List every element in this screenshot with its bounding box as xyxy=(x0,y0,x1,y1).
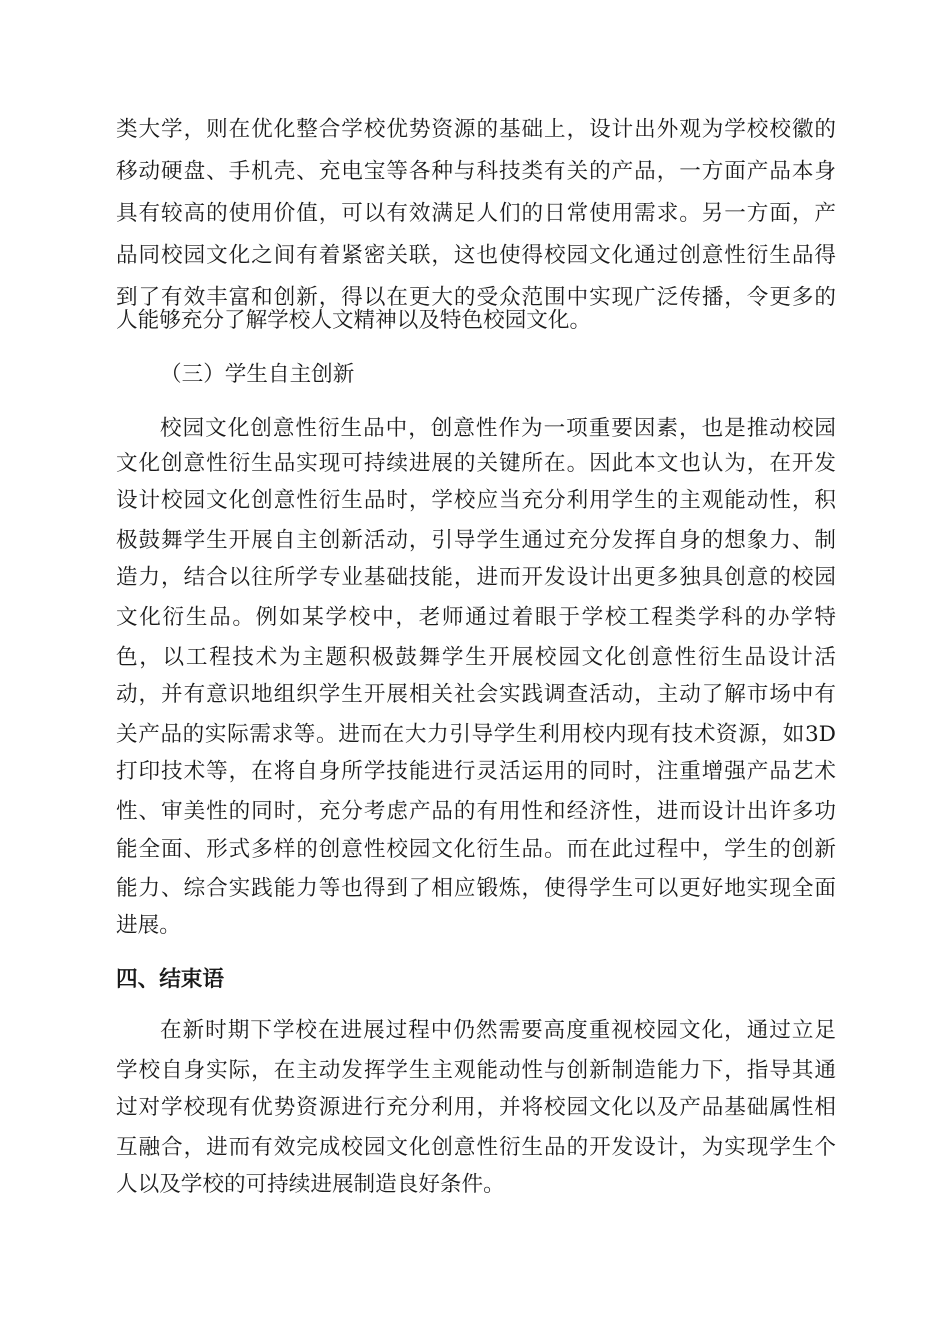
paragraph-line: 进展。 xyxy=(116,913,181,938)
section-heading: 四、结束语 xyxy=(116,967,224,992)
section-subheading: （三）学生自主创新 xyxy=(160,362,355,387)
paragraph-line: 性、审美性的同时，充分考虑产品的有用性和经济性，进而设计出许多功 xyxy=(116,799,836,824)
paragraph-line: 文化创意性衍生品实现可持续进展的关键所在。因此本文也认为，在开发 xyxy=(116,451,836,476)
paragraph-line: 打印技术等，在将自身所学技能进行灵活运用的同时，注重增强产品艺术 xyxy=(116,759,836,784)
paragraph-line: 色，以工程技术为主题积极鼓舞学生开展校园文化创意性衍生品设计活 xyxy=(116,645,836,670)
paragraph-line: 在新时期下学校在进展过程中仍然需要高度重视校园文化，通过立足 xyxy=(160,1018,836,1043)
paragraph-line: 能力、综合实践能力等也得到了相应锻炼，使得学生可以更好地实现全面 xyxy=(116,876,836,901)
paragraph-line: 品同校园文化之间有着紧密关联，这也使得校园文化通过创意性衍生品得 xyxy=(116,243,836,268)
paragraph-line: 人以及学校的可持续进展制造良好条件。 xyxy=(116,1172,505,1197)
paragraph-line: 人能够充分了解学校人文精神以及特色校园文化。 xyxy=(116,308,592,333)
paragraph-line: 设计校园文化创意性衍生品时，学校应当充分利用学生的主观能动性，积 xyxy=(116,488,836,513)
paragraph-line: 类大学，则在优化整合学校优势资源的基础上，设计出外观为学校校徽的 xyxy=(116,117,836,142)
paragraph-line: 关产品的实际需求等。进而在大力引导学生利用校内现有技术资源，如3D xyxy=(116,722,836,747)
paragraph-line: 具有较高的使用价值，可以有效满足人们的日常使用需求。另一方面，产 xyxy=(116,201,836,226)
paragraph-line: 学校自身实际，在主动发挥学生主观能动性与创新制造能力下，指导其通 xyxy=(116,1058,836,1083)
paragraph-line: 动，并有意识地组织学生开展相关社会实践调查活动，主动了解市场中有 xyxy=(116,682,836,707)
paragraph-line: 能全面、形式多样的创意性校园文化衍生品。而在此过程中，学生的创新 xyxy=(116,837,836,862)
paragraph-line: 到了有效丰富和创新，得以在更大的受众范围中实现广泛传播，令更多的 xyxy=(116,285,836,310)
paragraph-line: 过对学校现有优势资源进行充分利用，并将校园文化以及产品基础属性相 xyxy=(116,1095,836,1120)
paragraph-line: 造力，结合以往所学专业基础技能，进而开发设计出更多独具创意的校园 xyxy=(116,565,836,590)
paragraph-line: 校园文化创意性衍生品中，创意性作为一项重要因素，也是推动校园 xyxy=(160,416,836,441)
paragraph-line: 极鼓舞学生开展自主创新活动，引导学生通过充分发挥自身的想象力、制 xyxy=(116,528,836,553)
paragraph-line: 互融合，进而有效完成校园文化创意性衍生品的开发设计，为实现学生个 xyxy=(116,1135,836,1160)
paragraph-line: 文化衍生品。例如某学校中，老师通过着眼于学校工程类学科的办学特 xyxy=(116,605,836,630)
paragraph-line: 移动硬盘、手机壳、充电宝等各种与科技类有关的产品，一方面产品本身 xyxy=(116,159,836,184)
